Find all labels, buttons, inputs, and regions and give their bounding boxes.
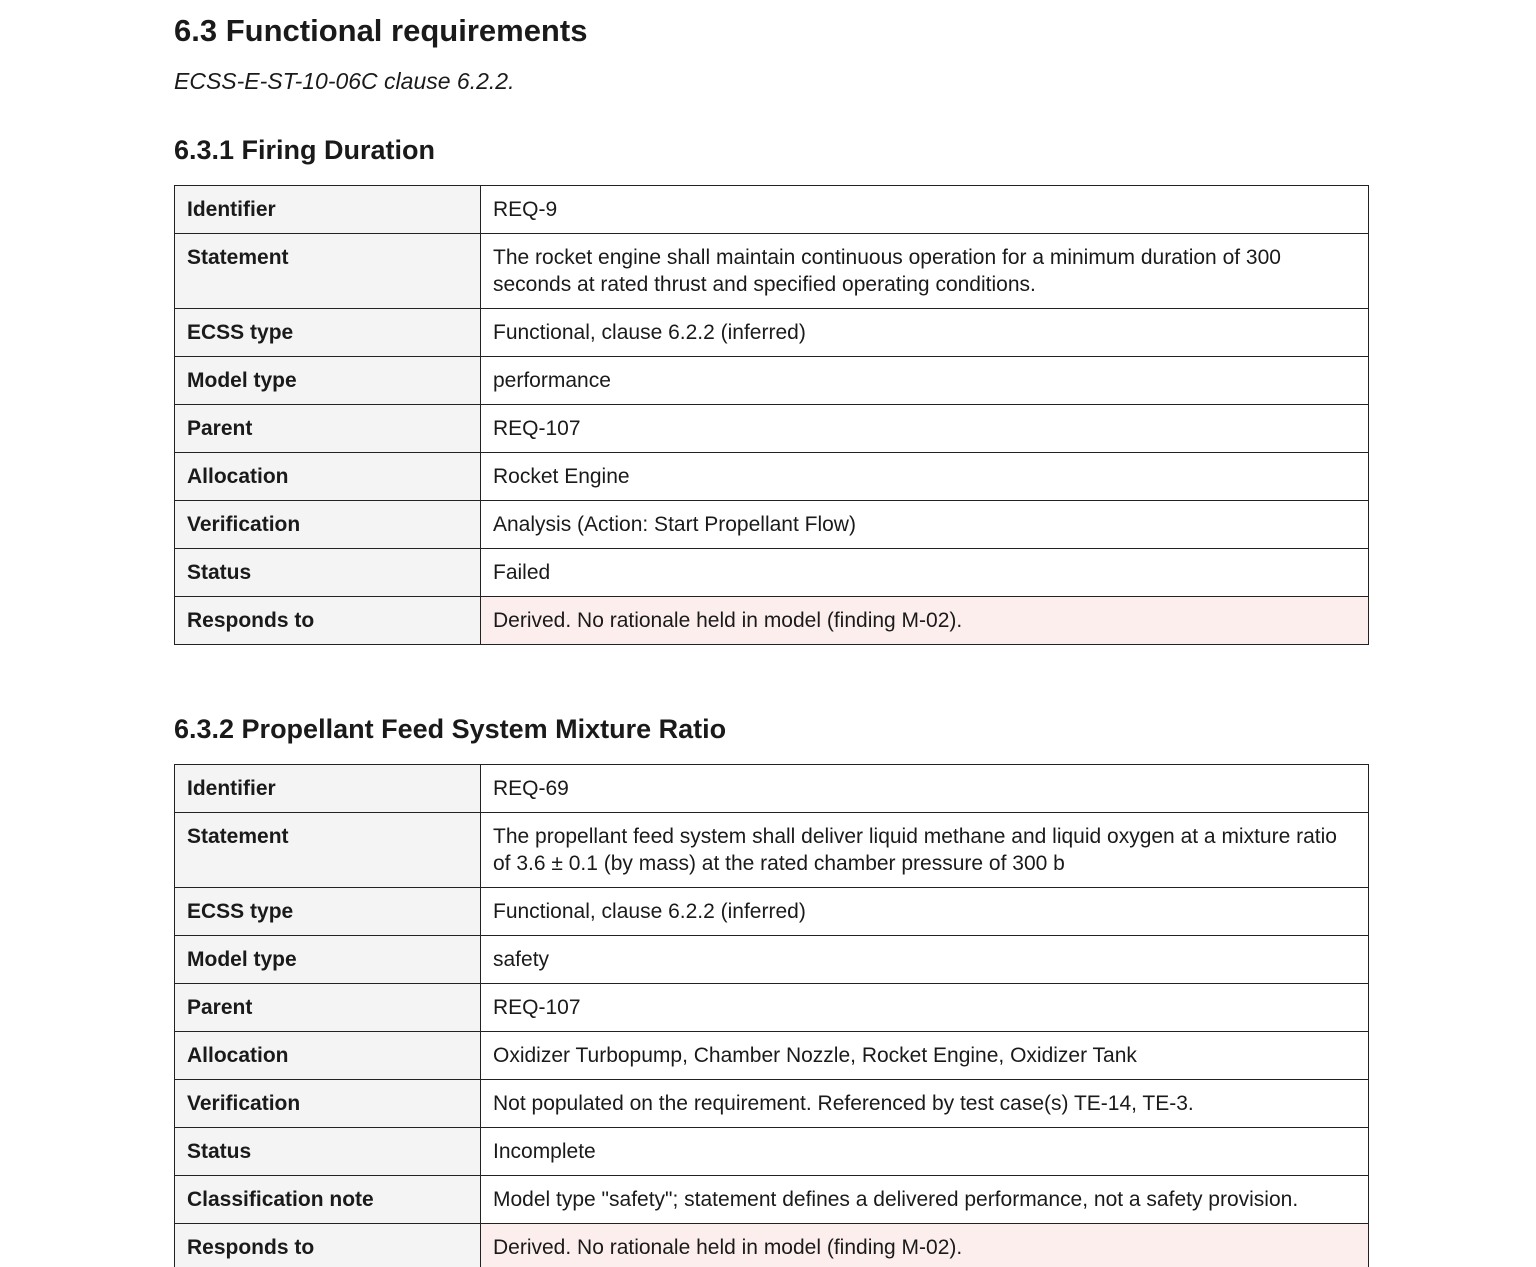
field-label: Model type (175, 936, 481, 984)
table-row (175, 453, 1369, 501)
field-value: Model type "safety"; statement defines a delivered performance, not a safety provision. (481, 1176, 1369, 1224)
field-value: REQ-9 (481, 186, 1369, 234)
table-row (175, 1176, 1369, 1224)
field-label: Allocation (175, 453, 481, 501)
table-row (175, 501, 1369, 549)
table-row (175, 1128, 1369, 1176)
table-row (175, 765, 1369, 813)
field-label: Verification (175, 501, 481, 549)
field-value: REQ-69 (481, 765, 1369, 813)
field-label: Status (175, 549, 481, 597)
field-value: Incomplete (481, 1128, 1369, 1176)
field-value: safety (481, 936, 1369, 984)
field-value: Functional, clause 6.2.2 (inferred) (481, 309, 1369, 357)
field-label: Statement (175, 813, 481, 888)
requirement-table (174, 764, 1369, 1267)
clause-reference: ECSS-E-ST-10-06C clause 6.2.2. (174, 68, 515, 94)
table-row (175, 357, 1369, 405)
requirement-title: 6.3.1 Firing Duration (174, 135, 436, 165)
requirement-table (174, 185, 1369, 645)
table-row (175, 1224, 1369, 1267)
table-row (175, 597, 1369, 645)
field-value: Not populated on the requirement. Referenced by test case(s) TE-14, TE-3. (481, 1080, 1369, 1128)
field-label: Statement (175, 234, 481, 309)
field-label: ECSS type (175, 888, 481, 936)
field-label: Allocation (175, 1032, 481, 1080)
field-label: Responds to (175, 1224, 481, 1267)
field-label: Verification (175, 1080, 481, 1128)
table-row (175, 405, 1369, 453)
field-value: The rocket engine shall maintain continuous operation for a minimum duration of 300 seconds at rated thrust and specified operating conditions. (481, 234, 1369, 309)
field-label: Identifier (175, 765, 481, 813)
field-value: Derived. No rationale held in model (finding M-02). (481, 1224, 1369, 1267)
field-value: REQ-107 (481, 984, 1369, 1032)
field-label: Status (175, 1128, 481, 1176)
field-value: Functional, clause 6.2.2 (inferred) (481, 888, 1369, 936)
field-label: Identifier (175, 186, 481, 234)
table-row (175, 309, 1369, 357)
table-row (175, 549, 1369, 597)
field-value: Derived. No rationale held in model (finding M-02). (481, 597, 1369, 645)
field-label: Parent (175, 405, 481, 453)
table-row (175, 813, 1369, 888)
table-row (175, 984, 1369, 1032)
field-label: Classification note (175, 1176, 481, 1224)
field-value: The propellant feed system shall deliver liquid methane and liquid oxygen at a mixture ratio of 3.6 ± 0.1 (by mass) at the rated chamber pressure of 300 b (481, 813, 1369, 888)
table-row (175, 888, 1369, 936)
field-value: performance (481, 357, 1369, 405)
table-row (175, 186, 1369, 234)
field-label: Model type (175, 357, 481, 405)
table-row (175, 234, 1369, 309)
field-value: Oxidizer Turbopump, Chamber Nozzle, Rocket Engine, Oxidizer Tank (481, 1032, 1369, 1080)
table-row (175, 1032, 1369, 1080)
table-row (175, 936, 1369, 984)
field-value: Failed (481, 549, 1369, 597)
field-label: Parent (175, 984, 481, 1032)
field-label: ECSS type (175, 309, 481, 357)
field-value: Analysis (Action: Start Propellant Flow) (481, 501, 1369, 549)
field-value: REQ-107 (481, 405, 1369, 453)
field-label: Responds to (175, 597, 481, 645)
section-title: 6.3 Functional requirements (174, 13, 588, 48)
requirement-title: 6.3.2 Propellant Feed System Mixture Ratio (174, 714, 727, 744)
table-row (175, 1080, 1369, 1128)
field-value: Rocket Engine (481, 453, 1369, 501)
